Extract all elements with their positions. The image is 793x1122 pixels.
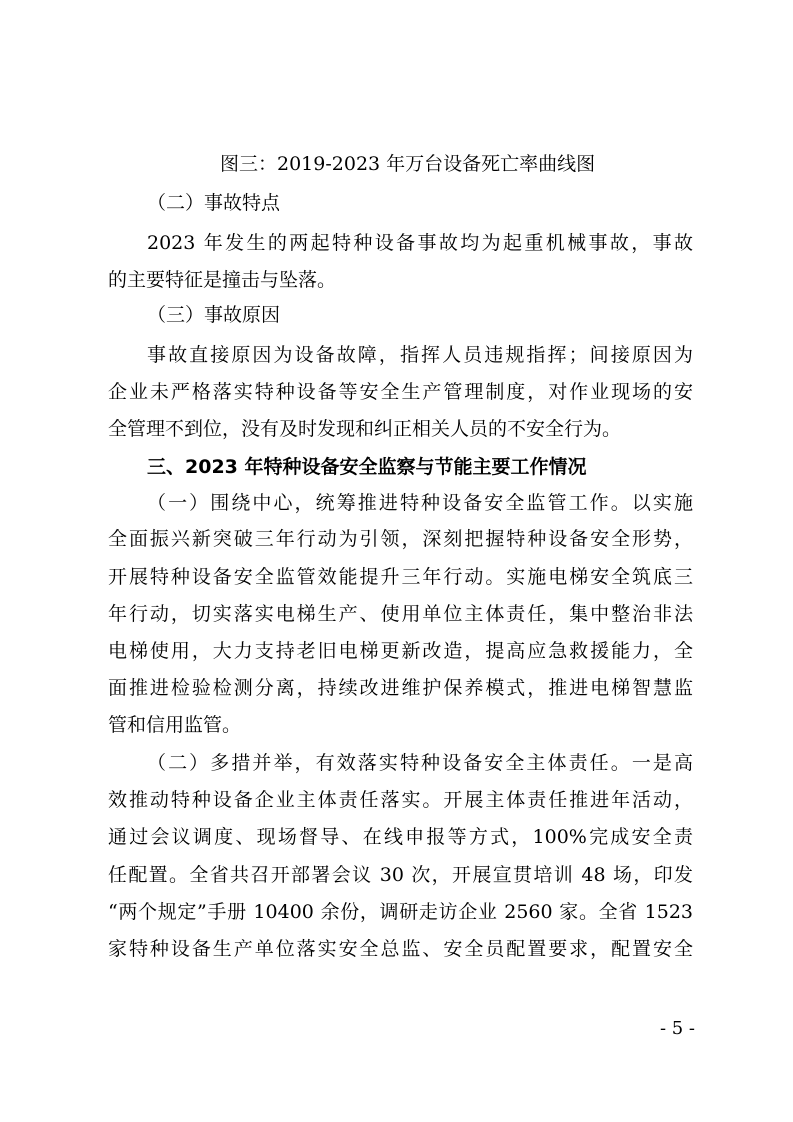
paragraph-line: 电梯使用，大力支持老旧电梯更新改造，提高应急救援能力，全 [108, 640, 693, 662]
paragraph-line: 任配置。全省共召开部署会议 30 次，开展宣贯培训 48 场，印发 [108, 864, 693, 886]
page-number: - 5 - [659, 1018, 695, 1039]
paragraph-line: 面推进检验检测分离，持续改进维护保养模式，推进电梯智慧监 [108, 677, 693, 699]
paragraph-line: 开展特种设备安全监管效能提升三年行动。实施电梯安全筑底三 [108, 566, 693, 588]
paragraph-line: 事故直接原因为设备故障，指挥人员违规指挥；间接原因为 [147, 344, 693, 366]
paragraph-line: 通过会议调度、现场督导、在线申报等方式，100%完成安全责 [108, 826, 693, 848]
paragraph-line: 家特种设备生产单位落实安全总监、安全员配置要求，配置安全 [108, 938, 693, 960]
section-heading-causes: （三）事故原因 [147, 304, 281, 326]
figure-caption: 图三：2019-2023 年万台设备死亡率曲线图 [220, 153, 596, 175]
paragraph-line: “两个规定”手册 10400 余份，调研走访企业 2560 家。全省 1523 [108, 901, 693, 923]
paragraph-line: 全管理不到位，没有及时发现和纠正相关人员的不安全行为。 [108, 418, 622, 440]
paragraph-line: 年行动，切实落实电梯生产、使用单位主体责任，集中整治非法 [108, 603, 693, 625]
paragraph-line: （二）多措并举，有效落实特种设备安全主体责任。一是高 [147, 752, 693, 774]
section-heading-features: （二）事故特点 [147, 192, 281, 214]
paragraph-line: 企业未严格落实特种设备等安全生产管理制度，对作业现场的安 [108, 381, 693, 403]
chapter-heading: 三、2023 年特种设备安全监察与节能主要工作情况 [147, 456, 587, 478]
paragraph-line: 效推动特种设备企业主体责任落实。开展主体责任推进年活动， [108, 789, 693, 811]
paragraph-line: 的主要特征是撞击与坠落。 [108, 269, 337, 291]
paragraph-line: 2023 年发生的两起特种设备事故均为起重机械事故，事故 [147, 232, 693, 254]
paragraph-line: 全面振兴新突破三年行动为引领，深刻把握特种设备安全形势， [108, 528, 693, 550]
paragraph-line: （一）围绕中心，统筹推进特种设备安全监管工作。以实施 [147, 492, 693, 514]
paragraph-line: 管和信用监管。 [108, 714, 242, 736]
